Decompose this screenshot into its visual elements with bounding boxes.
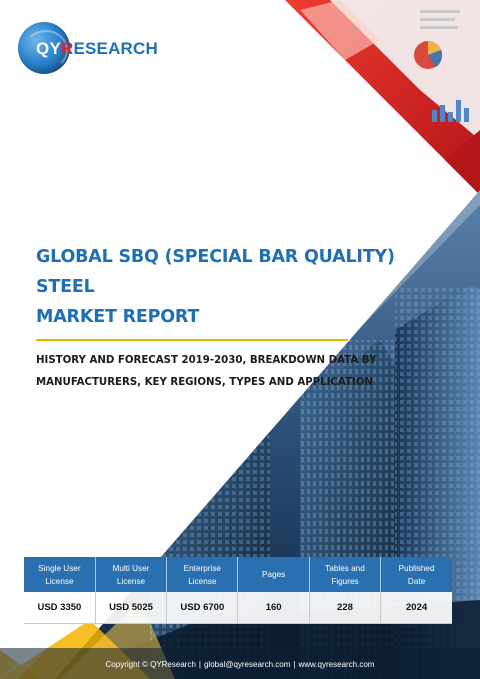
value-enterprise-price: USD 6700 [167, 592, 238, 624]
header-single-user-license: Single User License [24, 557, 95, 592]
report-title-line1: GLOBAL SBQ (SPECIAL BAR QUALITY) STEEL [36, 247, 395, 297]
header-multi-user-license: Multi User License [95, 557, 166, 592]
report-title [36, 242, 416, 332]
brand-wordmark: QYRESEARCH [36, 39, 158, 58]
header-published-date: Published Date [381, 557, 452, 592]
report-subtitle-line2: MANUFACTURERS, KEY REGIONS, TYPES AND APPLICATION [36, 377, 373, 388]
footer-separator: | [293, 660, 296, 669]
value-single-user-price: USD 3350 [24, 592, 95, 624]
header-enterprise-license: Enterprise License [167, 557, 238, 592]
title-divider [36, 339, 348, 341]
footer-website[interactable]: www.qyresearch.com [298, 660, 375, 669]
value-multi-user-price: USD 5025 [95, 592, 166, 624]
value-tables-figures: 228 [309, 592, 380, 624]
report-subtitle [36, 350, 396, 394]
header-tables-figures: Tables and Figures [309, 557, 380, 592]
header-pages: Pages [238, 557, 309, 592]
report-title-line2: MARKET REPORT [36, 307, 200, 327]
footer-email[interactable]: global@qyresearch.com [203, 660, 291, 669]
value-published-date: 2024 [381, 592, 452, 624]
brand-logo [18, 22, 158, 74]
footer-separator: | [198, 660, 201, 669]
report-info-table [24, 557, 452, 624]
info-value-row [24, 592, 452, 624]
footer-copyright: Copyright © QYResearch [105, 660, 196, 669]
footer-contact [0, 660, 480, 669]
info-header-row [24, 557, 452, 592]
value-pages: 160 [238, 592, 309, 624]
report-subtitle-line1: HISTORY AND FORECAST 2019-2030, BREAKDOWN DATA BY [36, 355, 377, 366]
